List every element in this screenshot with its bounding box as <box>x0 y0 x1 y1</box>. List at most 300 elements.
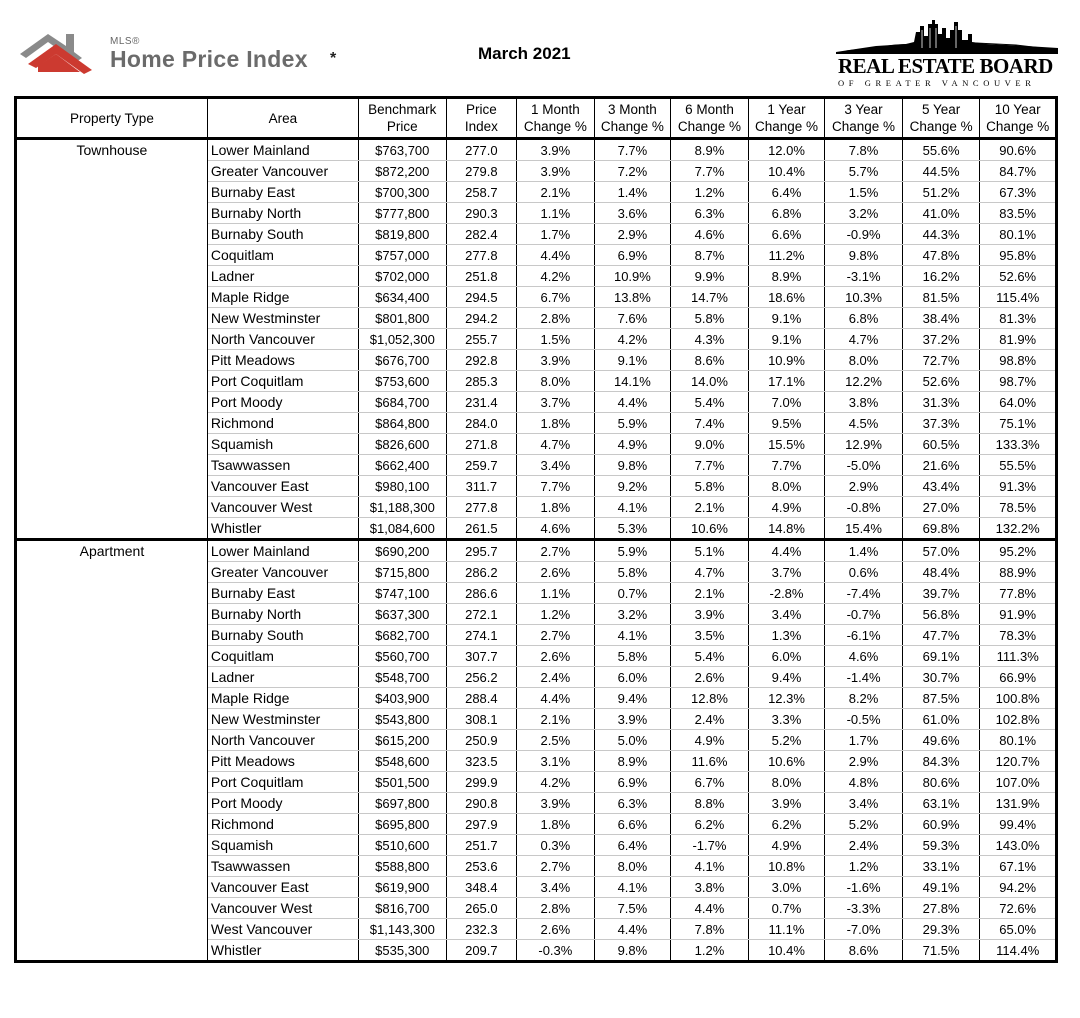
value-cell: 10.4% <box>748 940 825 962</box>
value-cell: -3.3% <box>825 898 903 919</box>
value-cell: 12.3% <box>748 688 825 709</box>
value-cell: 5.8% <box>671 308 749 329</box>
value-cell: 18.6% <box>748 287 825 308</box>
value-cell: 4.9% <box>671 730 749 751</box>
value-cell: 265.0 <box>446 898 516 919</box>
value-cell: 59.3% <box>902 835 980 856</box>
value-cell: 1.7% <box>517 224 595 245</box>
value-cell: 4.2% <box>594 329 671 350</box>
column-header <box>671 98 749 139</box>
area-cell: Whistler <box>207 940 358 962</box>
footnote-star: * <box>330 50 337 67</box>
value-cell: 3.4% <box>517 455 595 476</box>
value-cell: 0.7% <box>594 583 671 604</box>
value-cell: 282.4 <box>446 224 516 245</box>
property-type-cell: Townhouse <box>16 139 208 540</box>
value-cell: 3.9% <box>517 139 595 161</box>
value-cell: 60.9% <box>902 814 980 835</box>
value-cell: 94.2% <box>980 877 1057 898</box>
value-cell: 250.9 <box>446 730 516 751</box>
home-price-index-table <box>14 96 1058 963</box>
value-cell: 4.7% <box>671 562 749 583</box>
value-cell: 80.1% <box>980 224 1057 245</box>
value-cell: 69.1% <box>902 646 980 667</box>
value-cell: 47.8% <box>902 245 980 266</box>
value-cell: 277.0 <box>446 139 516 161</box>
value-cell: 7.7% <box>671 455 749 476</box>
value-cell: $753,600 <box>358 371 446 392</box>
value-cell: 78.3% <box>980 625 1057 646</box>
value-cell: 15.5% <box>748 434 825 455</box>
value-cell: $700,300 <box>358 182 446 203</box>
value-cell: 131.9% <box>980 793 1057 814</box>
value-cell: 9.1% <box>748 308 825 329</box>
value-cell: 2.7% <box>517 856 595 877</box>
value-cell: 90.6% <box>980 139 1057 161</box>
value-cell: $548,700 <box>358 667 446 688</box>
area-cell: Tsawwassen <box>207 856 358 877</box>
value-cell: 3.9% <box>517 793 595 814</box>
value-cell: 1.2% <box>825 856 903 877</box>
value-cell: 75.1% <box>980 413 1057 434</box>
value-cell: 98.7% <box>980 371 1057 392</box>
value-cell: 1.1% <box>517 203 595 224</box>
value-cell: 52.6% <box>980 266 1057 287</box>
value-cell: 3.6% <box>594 203 671 224</box>
value-cell: $697,800 <box>358 793 446 814</box>
value-cell: 9.8% <box>825 245 903 266</box>
value-cell: 51.2% <box>902 182 980 203</box>
value-cell: 88.9% <box>980 562 1057 583</box>
value-cell: 4.8% <box>825 772 903 793</box>
value-cell: $501,500 <box>358 772 446 793</box>
column-header-line1: 5 Year <box>921 102 961 117</box>
value-cell: $1,188,300 <box>358 497 446 518</box>
value-cell: 7.5% <box>594 898 671 919</box>
value-cell: 285.3 <box>446 371 516 392</box>
column-header-line2: Index <box>464 119 498 134</box>
value-cell: 95.2% <box>980 540 1057 562</box>
column-header-line2: Price <box>386 119 418 134</box>
value-cell: 21.6% <box>902 455 980 476</box>
value-cell: 8.9% <box>748 266 825 287</box>
value-cell: 6.4% <box>594 835 671 856</box>
value-cell: 71.5% <box>902 940 980 962</box>
value-cell: 60.5% <box>902 434 980 455</box>
value-cell: 299.9 <box>446 772 516 793</box>
area-cell: Vancouver West <box>207 898 358 919</box>
value-cell: 2.6% <box>517 646 595 667</box>
value-cell: 4.6% <box>825 646 903 667</box>
value-cell: 0.7% <box>748 898 825 919</box>
column-header <box>517 98 595 139</box>
value-cell: 4.2% <box>517 772 595 793</box>
column-header-line1: Benchmark <box>368 102 437 117</box>
value-cell: 10.3% <box>825 287 903 308</box>
value-cell: $715,800 <box>358 562 446 583</box>
value-cell: 277.8 <box>446 245 516 266</box>
value-cell: 286.2 <box>446 562 516 583</box>
value-cell: 55.5% <box>980 455 1057 476</box>
value-cell: 9.5% <box>748 413 825 434</box>
value-cell: 2.9% <box>825 751 903 772</box>
value-cell: 3.9% <box>594 709 671 730</box>
value-cell: 259.7 <box>446 455 516 476</box>
area-cell: North Vancouver <box>207 329 358 350</box>
area-cell: Ladner <box>207 266 358 287</box>
value-cell: 14.0% <box>671 371 749 392</box>
value-cell: 3.4% <box>825 793 903 814</box>
property-type-cell: Apartment <box>16 540 208 962</box>
value-cell: 12.2% <box>825 371 903 392</box>
value-cell: 33.1% <box>902 856 980 877</box>
value-cell: -7.4% <box>825 583 903 604</box>
value-cell: 1.4% <box>825 540 903 562</box>
value-cell: 290.3 <box>446 203 516 224</box>
value-cell: $1,052,300 <box>358 329 446 350</box>
value-cell: 253.6 <box>446 856 516 877</box>
value-cell: $1,143,300 <box>358 919 446 940</box>
value-cell: 4.9% <box>748 835 825 856</box>
value-cell: 3.2% <box>825 203 903 224</box>
house-roof-icon <box>18 30 110 76</box>
value-cell: 64.0% <box>980 392 1057 413</box>
value-cell: 308.1 <box>446 709 516 730</box>
value-cell: 9.8% <box>594 455 671 476</box>
value-cell: 4.4% <box>671 898 749 919</box>
column-header <box>594 98 671 139</box>
value-cell: 4.4% <box>517 245 595 266</box>
value-cell: -1.4% <box>825 667 903 688</box>
value-cell: 5.4% <box>671 392 749 413</box>
column-header <box>980 98 1057 139</box>
value-cell: 294.5 <box>446 287 516 308</box>
area-cell: Maple Ridge <box>207 287 358 308</box>
value-cell: 2.9% <box>594 224 671 245</box>
area-cell: Pitt Meadows <box>207 751 358 772</box>
value-cell: 120.7% <box>980 751 1057 772</box>
column-header-line2: Change % <box>909 119 973 134</box>
value-cell: 115.4% <box>980 287 1057 308</box>
area-cell: Port Moody <box>207 392 358 413</box>
area-cell: Burnaby North <box>207 604 358 625</box>
column-header-line2: Change % <box>600 119 664 134</box>
value-cell: 5.7% <box>825 161 903 182</box>
value-cell: 255.7 <box>446 329 516 350</box>
value-cell: 279.8 <box>446 161 516 182</box>
column-header-line1: 3 Year <box>844 102 883 117</box>
value-cell: 8.0% <box>825 350 903 371</box>
value-cell: 274.1 <box>446 625 516 646</box>
value-cell: 8.0% <box>594 856 671 877</box>
value-cell: 132.2% <box>980 518 1057 540</box>
value-cell: 14.1% <box>594 371 671 392</box>
area-cell: Burnaby North <box>207 203 358 224</box>
value-cell: 1.7% <box>825 730 903 751</box>
value-cell: 307.7 <box>446 646 516 667</box>
value-cell: 1.2% <box>517 604 595 625</box>
value-cell: 16.2% <box>902 266 980 287</box>
value-cell: 1.2% <box>671 940 749 962</box>
value-cell: 3.7% <box>748 562 825 583</box>
column-header-line1: Area <box>268 110 298 126</box>
value-cell: 5.8% <box>594 646 671 667</box>
value-cell: 0.3% <box>517 835 595 856</box>
value-cell: 3.8% <box>825 392 903 413</box>
value-cell: -0.9% <box>825 224 903 245</box>
value-cell: 30.7% <box>902 667 980 688</box>
value-cell: $560,700 <box>358 646 446 667</box>
value-cell: 10.9% <box>748 350 825 371</box>
value-cell: 81.5% <box>902 287 980 308</box>
value-cell: 56.8% <box>902 604 980 625</box>
column-header-line1: 10 Year <box>994 102 1041 117</box>
value-cell: $403,900 <box>358 688 446 709</box>
value-cell: 4.6% <box>671 224 749 245</box>
page-title: March 2021 <box>478 44 571 63</box>
value-cell: $801,800 <box>358 308 446 329</box>
value-cell: 100.8% <box>980 688 1057 709</box>
value-cell: -6.1% <box>825 625 903 646</box>
area-cell: Lower Mainland <box>207 139 358 161</box>
value-cell: 6.3% <box>671 203 749 224</box>
value-cell: 2.6% <box>517 919 595 940</box>
value-cell: 6.0% <box>748 646 825 667</box>
value-cell: 10.4% <box>748 161 825 182</box>
value-cell: 4.7% <box>517 434 595 455</box>
column-header <box>748 98 825 139</box>
value-cell: 44.3% <box>902 224 980 245</box>
value-cell: $637,300 <box>358 604 446 625</box>
value-cell: $757,000 <box>358 245 446 266</box>
value-cell: 8.6% <box>825 940 903 962</box>
value-cell: 4.9% <box>748 497 825 518</box>
value-cell: 7.8% <box>825 139 903 161</box>
value-cell: 2.1% <box>517 182 595 203</box>
value-cell: $535,300 <box>358 940 446 962</box>
value-cell: 2.4% <box>671 709 749 730</box>
value-cell: 4.2% <box>517 266 595 287</box>
value-cell: 2.7% <box>517 540 595 562</box>
value-cell: 7.0% <box>748 392 825 413</box>
area-cell: Coquitlam <box>207 646 358 667</box>
value-cell: $702,000 <box>358 266 446 287</box>
value-cell: 0.6% <box>825 562 903 583</box>
area-cell: Vancouver East <box>207 476 358 497</box>
area-cell: Port Coquitlam <box>207 371 358 392</box>
value-cell: 232.3 <box>446 919 516 940</box>
value-cell: 72.6% <box>980 898 1057 919</box>
value-cell: 1.2% <box>671 182 749 203</box>
city-skyline-icon <box>836 18 1058 54</box>
value-cell: 4.4% <box>594 392 671 413</box>
value-cell: 272.1 <box>446 604 516 625</box>
value-cell: 84.3% <box>902 751 980 772</box>
value-cell: 4.6% <box>517 518 595 540</box>
value-cell: $816,700 <box>358 898 446 919</box>
value-cell: 297.9 <box>446 814 516 835</box>
value-cell: 284.0 <box>446 413 516 434</box>
value-cell: 8.0% <box>748 772 825 793</box>
value-cell: 66.9% <box>980 667 1057 688</box>
value-cell: 11.1% <box>748 919 825 940</box>
area-cell: New Westminster <box>207 709 358 730</box>
value-cell: 13.8% <box>594 287 671 308</box>
value-cell: 323.5 <box>446 751 516 772</box>
value-cell: $543,800 <box>358 709 446 730</box>
value-cell: 14.8% <box>748 518 825 540</box>
value-cell: 55.6% <box>902 139 980 161</box>
value-cell: 91.9% <box>980 604 1057 625</box>
value-cell: 80.1% <box>980 730 1057 751</box>
value-cell: 11.6% <box>671 751 749 772</box>
value-cell: 1.4% <box>594 182 671 203</box>
area-cell: Greater Vancouver <box>207 161 358 182</box>
column-header-line1: 1 Year <box>767 102 806 117</box>
value-cell: $634,400 <box>358 287 446 308</box>
value-cell: 52.6% <box>902 371 980 392</box>
value-cell: 7.6% <box>594 308 671 329</box>
value-cell: 37.2% <box>902 329 980 350</box>
value-cell: 6.9% <box>594 245 671 266</box>
value-cell: 133.3% <box>980 434 1057 455</box>
value-cell: 69.8% <box>902 518 980 540</box>
value-cell: 2.1% <box>517 709 595 730</box>
value-cell: 49.6% <box>902 730 980 751</box>
value-cell: 2.1% <box>671 583 749 604</box>
value-cell: 14.7% <box>671 287 749 308</box>
area-cell: Port Moody <box>207 793 358 814</box>
value-cell: 8.7% <box>671 245 749 266</box>
value-cell: $588,800 <box>358 856 446 877</box>
area-cell: Burnaby South <box>207 625 358 646</box>
area-cell: Burnaby East <box>207 182 358 203</box>
value-cell: $864,800 <box>358 413 446 434</box>
value-cell: 6.2% <box>671 814 749 835</box>
value-cell: 1.8% <box>517 413 595 434</box>
value-cell: 5.8% <box>671 476 749 497</box>
value-cell: 6.3% <box>594 793 671 814</box>
value-cell: 6.8% <box>825 308 903 329</box>
value-cell: 2.6% <box>671 667 749 688</box>
value-cell: 31.3% <box>902 392 980 413</box>
column-header-line1: 3 Month <box>608 102 657 117</box>
value-cell: $619,900 <box>358 877 446 898</box>
column-header <box>825 98 903 139</box>
value-cell: 6.4% <box>748 182 825 203</box>
value-cell: -5.0% <box>825 455 903 476</box>
value-cell: 9.9% <box>671 266 749 287</box>
report-header <box>0 0 1080 94</box>
column-header-line2: Change % <box>986 119 1050 134</box>
value-cell: 10.6% <box>748 751 825 772</box>
value-cell: $872,200 <box>358 161 446 182</box>
value-cell: -0.5% <box>825 709 903 730</box>
value-cell: 102.8% <box>980 709 1057 730</box>
value-cell: 3.9% <box>748 793 825 814</box>
value-cell: 9.4% <box>748 667 825 688</box>
value-cell: -7.0% <box>825 919 903 940</box>
area-cell: Richmond <box>207 814 358 835</box>
value-cell: 5.4% <box>671 646 749 667</box>
value-cell: 277.8 <box>446 497 516 518</box>
column-header <box>902 98 980 139</box>
value-cell: $510,600 <box>358 835 446 856</box>
value-cell: 1.3% <box>748 625 825 646</box>
value-cell: $763,700 <box>358 139 446 161</box>
value-cell: 5.9% <box>594 540 671 562</box>
column-header <box>446 98 516 139</box>
value-cell: 4.7% <box>825 329 903 350</box>
value-cell: 9.1% <box>748 329 825 350</box>
value-cell: 6.6% <box>748 224 825 245</box>
value-cell: 251.7 <box>446 835 516 856</box>
value-cell: 2.1% <box>671 497 749 518</box>
value-cell: 9.8% <box>594 940 671 962</box>
value-cell: $747,100 <box>358 583 446 604</box>
value-cell: 111.3% <box>980 646 1057 667</box>
area-cell: Maple Ridge <box>207 688 358 709</box>
value-cell: 8.8% <box>671 793 749 814</box>
value-cell: 2.4% <box>825 835 903 856</box>
value-cell: 6.8% <box>748 203 825 224</box>
mls-hpi-title: Home Price Index <box>110 46 308 72</box>
value-cell: 2.8% <box>517 308 595 329</box>
value-cell: $662,400 <box>358 455 446 476</box>
value-cell: 4.1% <box>671 856 749 877</box>
value-cell: 2.8% <box>517 898 595 919</box>
value-cell: 12.9% <box>825 434 903 455</box>
column-header-line2: Change % <box>832 119 896 134</box>
value-cell: -0.8% <box>825 497 903 518</box>
value-cell: 8.2% <box>825 688 903 709</box>
value-cell: 81.9% <box>980 329 1057 350</box>
value-cell: 3.1% <box>517 751 595 772</box>
area-cell: Squamish <box>207 434 358 455</box>
value-cell: $548,600 <box>358 751 446 772</box>
value-cell: 348.4 <box>446 877 516 898</box>
value-cell: 2.9% <box>825 476 903 497</box>
value-cell: 3.7% <box>517 392 595 413</box>
value-cell: 80.6% <box>902 772 980 793</box>
area-cell: North Vancouver <box>207 730 358 751</box>
value-cell: 261.5 <box>446 518 516 540</box>
value-cell: 3.9% <box>517 350 595 371</box>
area-cell: West Vancouver <box>207 919 358 940</box>
board-subtitle: OF GREATER VANCOUVER <box>838 78 1036 88</box>
value-cell: 3.4% <box>517 877 595 898</box>
mls-trademark-label: MLS® <box>110 36 140 47</box>
value-cell: 83.5% <box>980 203 1057 224</box>
value-cell: 5.2% <box>825 814 903 835</box>
area-cell: Whistler <box>207 518 358 540</box>
value-cell: 7.2% <box>594 161 671 182</box>
column-header-line2: Change % <box>677 119 741 134</box>
column-header-line2: Change % <box>754 119 819 134</box>
value-cell: 27.8% <box>902 898 980 919</box>
area-cell: Lower Mainland <box>207 540 358 562</box>
value-cell: 5.3% <box>594 518 671 540</box>
value-cell: 99.4% <box>980 814 1057 835</box>
value-cell: 2.7% <box>517 625 595 646</box>
value-cell: 143.0% <box>980 835 1057 856</box>
value-cell: 8.6% <box>671 350 749 371</box>
value-cell: 12.0% <box>748 139 825 161</box>
value-cell: $682,700 <box>358 625 446 646</box>
value-cell: 17.1% <box>748 371 825 392</box>
value-cell: 10.9% <box>594 266 671 287</box>
value-cell: 12.8% <box>671 688 749 709</box>
